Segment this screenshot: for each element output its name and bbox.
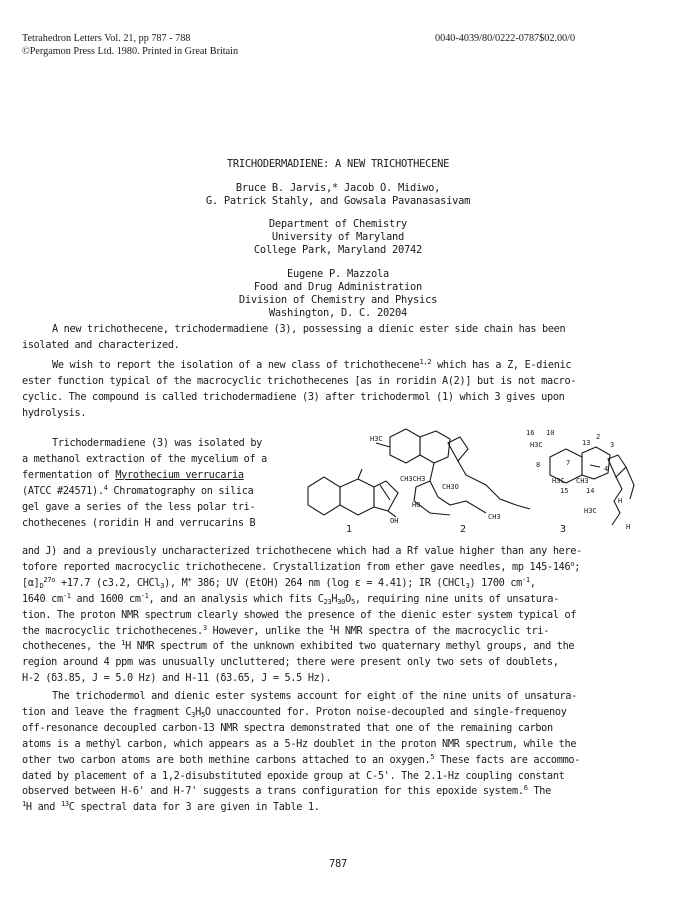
structure-1-bond-2 <box>380 485 390 500</box>
atom-h-b: H <box>626 523 631 531</box>
atom-ch3-b: CH3 <box>488 513 501 521</box>
affiliation-1-line-2: University of Maryland <box>271 231 405 243</box>
page-number: 787 <box>328 858 348 870</box>
atom-num-14: 14 <box>586 487 595 495</box>
structure-1-ring-c <box>374 481 398 511</box>
authors-line-2: G. Patrick Stahly, and Gowsala Pavanasasivam <box>205 195 471 207</box>
atom-h3c-a: H3C <box>370 435 383 443</box>
atom-num-8: 8 <box>536 461 541 469</box>
atom-ch3ch3: CH3CH3 <box>400 475 426 483</box>
atom-oh: OH <box>390 517 399 525</box>
publisher-line: ©Pergamon Press Ltd. 1980. Printed in Great Britain <box>22 46 239 57</box>
structure-2-ring-c <box>448 437 468 461</box>
atom-ch3o: CH3O <box>442 483 459 491</box>
structure-2-bond <box>466 501 486 513</box>
structure-2-chain-right <box>458 461 516 505</box>
structure-label-2: 2 <box>460 524 467 535</box>
affiliation-2-line-2: Division of Chemistry and Physics <box>238 294 438 306</box>
chemical-structures <box>290 425 666 540</box>
paragraph-3: The trichodermol and dienic ester systems account for eight of the nine units of unsatura- tion and leave the fragment $C_3H_5O$ unaccounted for. Proton noise-decoupled and single-frequenoy off-resonance decoupled carbon-13 NMR spectra demonstrated that one of the remaining carbon atoms is a methyl carbon, which appears as a 5-Hz doublet in the proton NMR spectrum, while the other two carbon atoms are both methine carbons attached to an oxygen.$^5$ These facts are accommo- dated by placement of a 1,2-disubstituted epoxide group at C-5'. The 2.1-Hz coupling constant observed between H-6' and H-7' suggests a trans configuration for this epoxide system.$^6$ The $^1$H and $^{13}$C spectral data for 3 are given in Table 1. <box>22 691 581 814</box>
affiliation-1-line-3: College Park, Maryland 20742 <box>253 244 423 256</box>
structure-3-ring-c <box>608 455 626 477</box>
affiliation-2-line-1: Food and Drug Administration <box>253 281 423 293</box>
paragraph-2-narrow: Trichodermadiene (3) was isolated by a methanol extraction of the mycelium of a fermentation of Myrothecium verrucaria (ATCC #24571).$^4$ Chromatography on silica gel gave a series of the less polar tri- chothecenes (roridin H and verrucarins B <box>22 438 268 529</box>
atom-num-16: 16 <box>526 429 535 437</box>
paragraph-1: We wish to report the isolation of a new class of trichothecene$^{1,2}$ which has a Z, E-dienic ester function typical of the macrocyclic trichothecenes [as in roridin A(2)] but is not macro- cyclic. The compound is called trichodermadiene (3) after trichodermol (1) which 3 gives upon hydrolysis. <box>22 358 577 419</box>
atom-num-10: 10 <box>546 429 555 437</box>
article-code: 0040-4039/80/0222-0787$02.00/0 <box>435 33 576 44</box>
atom-num-3: 3 <box>610 441 615 449</box>
structure-2-methyl-bond <box>376 443 390 447</box>
atom-ch3-c: CH3 <box>576 477 589 485</box>
structure-drawings <box>290 425 666 540</box>
structure-3-side-chain-2 <box>626 467 634 499</box>
structure-label-3: 3 <box>560 524 567 535</box>
structure-3-bond <box>590 465 600 467</box>
structure-3-ring-b <box>582 447 610 479</box>
journal-citation: Tetrahedron Letters Vol. 21, pp 787 - 788 <box>22 33 191 44</box>
abstract: A new trichothecene, trichodermadiene (3), possessing a dienic ester side chain has been isolated and characterized. <box>22 324 566 351</box>
structure-1-ring-a <box>308 477 340 515</box>
structure-2-ring-a <box>390 429 420 463</box>
atom-h3c-b: H3C <box>530 441 543 449</box>
atom-num-13: 13 <box>582 439 591 447</box>
structure-label-1: 1 <box>346 524 353 535</box>
atom-h3c-c: H3C <box>552 477 565 485</box>
author-2: Eugene P. Mazzola <box>286 268 390 280</box>
affiliation-2-line-3: Washington, D. C. 20204 <box>268 307 408 319</box>
atom-h3c-d: H3C <box>584 507 597 515</box>
affiliation-1-line-1: Department of Chemistry <box>268 218 408 230</box>
authors-line-1: Bruce B. Jarvis,* Jacob O. Midiwo, <box>235 182 441 194</box>
structure-2-bond-2 <box>516 505 530 509</box>
atom-ho: HO <box>412 501 421 509</box>
atom-num-15: 15 <box>560 487 569 495</box>
paragraph-2-full: and J) and a previously uncharacterized trichothecene which had a Rf value higher than any here- tofore reported macrocyclic trichothecene. Crystallization from ether gave needles, mp 145-146$^o$; $[\alpha]_D^{27o} +17.7$ (c3.2, CHCl$_3$), M+ 386; UV (EtOH) 264 nm (log ε = 4.41); IR (CHCl$_3$) 1700 $cm^{-1}$, 1640 $cm^{-1}$ and 1600 $cm^{-1}$, and an analysis which fits $C_{23}H_{30}O_5$, requiring nine units of unsatura- tion. The proton NMR spectrum clearly showed the presence of the dienic ester system typical of the macrocyclic trichothecenes.$^3$ However, unlike the $^1$H NMR spectra of the macrocyclic tri- chothecenes, the $^1$H NMR spectrum of the unknown exhibited two quaternary methyl groups, and the region around 4 ppm was unusually uncluttered; there were present only two sets of doublets, H-2 (δ3.85, J = 5.0 Hz) and H-11 (δ3.65, J = 5.5 Hz). <box>22 546 583 685</box>
atom-h-a: H <box>618 497 623 505</box>
atom-num-2: 2 <box>596 433 601 441</box>
structure-2-ring-b <box>420 431 450 463</box>
structure-1-ring-b <box>340 479 374 515</box>
article-title: TRICHODERMADIENE: A NEW TRICHOTHECENE <box>226 158 450 170</box>
structure-1-bond <box>358 469 362 479</box>
atom-num-7: 7 <box>566 459 571 467</box>
atom-num-4: 4 <box>604 465 609 473</box>
